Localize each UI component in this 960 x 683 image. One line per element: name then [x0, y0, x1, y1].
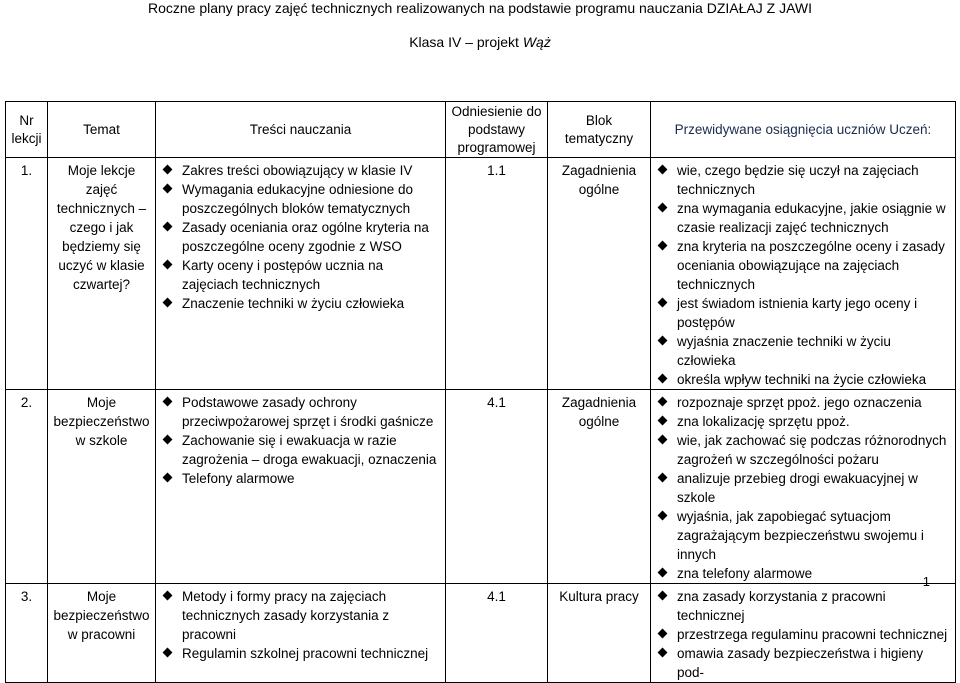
lesson-content-list	[156, 584, 446, 683]
header-lesson-number: Nr lekcji	[6, 102, 48, 158]
list-item: przestrzega regulaminu pracowni technicznej	[655, 625, 951, 644]
header-topic: Temat	[48, 102, 156, 158]
table-row	[6, 390, 956, 584]
lesson-number: 3.	[6, 584, 48, 683]
list-item: Metody i formy pracy na zajęciach technicznych zasady korzystania z pracowni	[160, 587, 441, 644]
list-item: wie, jak zachować się podczas różnorodnych zagrożeń w szczególności pożaru	[655, 431, 951, 469]
list-item: zna telefony alarmowe	[655, 564, 951, 583]
expected-outcomes-list	[651, 584, 956, 683]
header-content: Treści nauczania	[156, 102, 446, 158]
lesson-content-list	[156, 158, 446, 390]
list-item: Regulamin szkolnej pracowni technicznej	[160, 644, 441, 663]
header-curriculum-ref: Odniesienie do podstawy programowej	[446, 102, 548, 158]
list-item: Karty oceny i postępów ucznia na zajęciach technicznych	[160, 256, 441, 294]
page-number: 1	[922, 574, 930, 589]
list-item: zna lokalizację sprzętu ppoż.	[655, 412, 951, 431]
document-subtitle	[0, 34, 960, 50]
list-item: omawia zasady bezpieczeństwa i higieny pod-	[655, 644, 951, 682]
header-expected-outcomes: Przewidywane osiągnięcia uczniów Uczeń:	[651, 102, 956, 158]
lesson-topic: Moje bezpieczeństwo w szkole	[48, 390, 156, 584]
list-item: rozpoznaje sprzęt ppoż. jego oznaczenia	[655, 393, 951, 412]
document-title: Roczne plany pracy zajęć technicznych realizowanych na podstawie programu nauczania DZIAŁAJ Z JAWI	[147, 0, 812, 16]
subtitle-prefix: Klasa IV – projekt	[409, 34, 523, 50]
list-item: Telefony alarmowe	[160, 469, 441, 488]
list-item: Znaczenie techniki w życiu człowieka	[160, 294, 441, 313]
header-thematic-block: Blok tematyczny	[548, 102, 651, 158]
lesson-plan-table	[5, 101, 956, 683]
curriculum-reference: 1.1	[446, 158, 548, 390]
table-row	[6, 584, 956, 683]
list-item: Podstawowe zasady ochrony przeciwpożarowej sprzęt i środki gaśnicze	[160, 393, 441, 431]
list-item: określa wpływ techniki na życie człowieka	[655, 370, 951, 389]
list-item: zna zasady korzystania z pracowni technicznej	[655, 587, 951, 625]
list-item: analizuje przebieg drogi ewakuacyjnej w szkole	[655, 469, 951, 507]
list-item: Zasady oceniania oraz ogólne kryteria na poszczególne oceny zgodnie z WSO	[160, 218, 441, 256]
lesson-content-list	[156, 390, 446, 584]
thematic-block: Kultura pracy	[548, 584, 651, 683]
curriculum-reference: 4.1	[446, 584, 548, 683]
list-item: Zakres treści obowiązujący w klasie IV	[160, 161, 441, 180]
list-item: jest świadom istnienia karty jego oceny i postępów	[655, 294, 951, 332]
lesson-topic: Moje lekcje zajęć technicznych – czego i jak będziemy się uczyć w klasie czwartej?	[48, 158, 156, 390]
lesson-number: 1.	[6, 158, 48, 390]
list-item: Wymagania edukacyjne odniesione do poszczególnych bloków tematycznych	[160, 180, 441, 218]
subtitle-project-name: Wąż	[522, 34, 551, 50]
thematic-block: Zagadnienia ogólne	[548, 158, 651, 390]
expected-outcomes-list	[651, 158, 956, 390]
lesson-topic: Moje bezpieczeństwo w pracowni	[48, 584, 156, 683]
table-row	[6, 158, 956, 390]
list-item: wyjaśnia znaczenie techniki w życiu człowieka	[655, 332, 951, 370]
list-item: zna kryteria na poszczególne oceny i zasady oceniania obowiązujące na zajęciach technicznych	[655, 237, 951, 294]
list-item: wie, czego będzie się uczył na zajęciach technicznych	[655, 161, 951, 199]
expected-outcomes-list	[651, 390, 956, 584]
list-item: zna wymagania edukacyjne, jakie osiągnie w czasie realizacji zajęć technicznych	[655, 199, 951, 237]
lesson-number: 2.	[6, 390, 48, 584]
table-header-row	[6, 102, 956, 158]
thematic-block: Zagadnienia ogólne	[548, 390, 651, 584]
list-item: wyjaśnia, jak zapobiegać sytuacjom zagrażającym bezpieczeństwu swojemu i innych	[655, 507, 951, 564]
curriculum-reference: 4.1	[446, 390, 548, 584]
list-item: Zachowanie się i ewakuacja w razie zagrożenia – droga ewakuacji, oznaczenia	[160, 431, 441, 469]
